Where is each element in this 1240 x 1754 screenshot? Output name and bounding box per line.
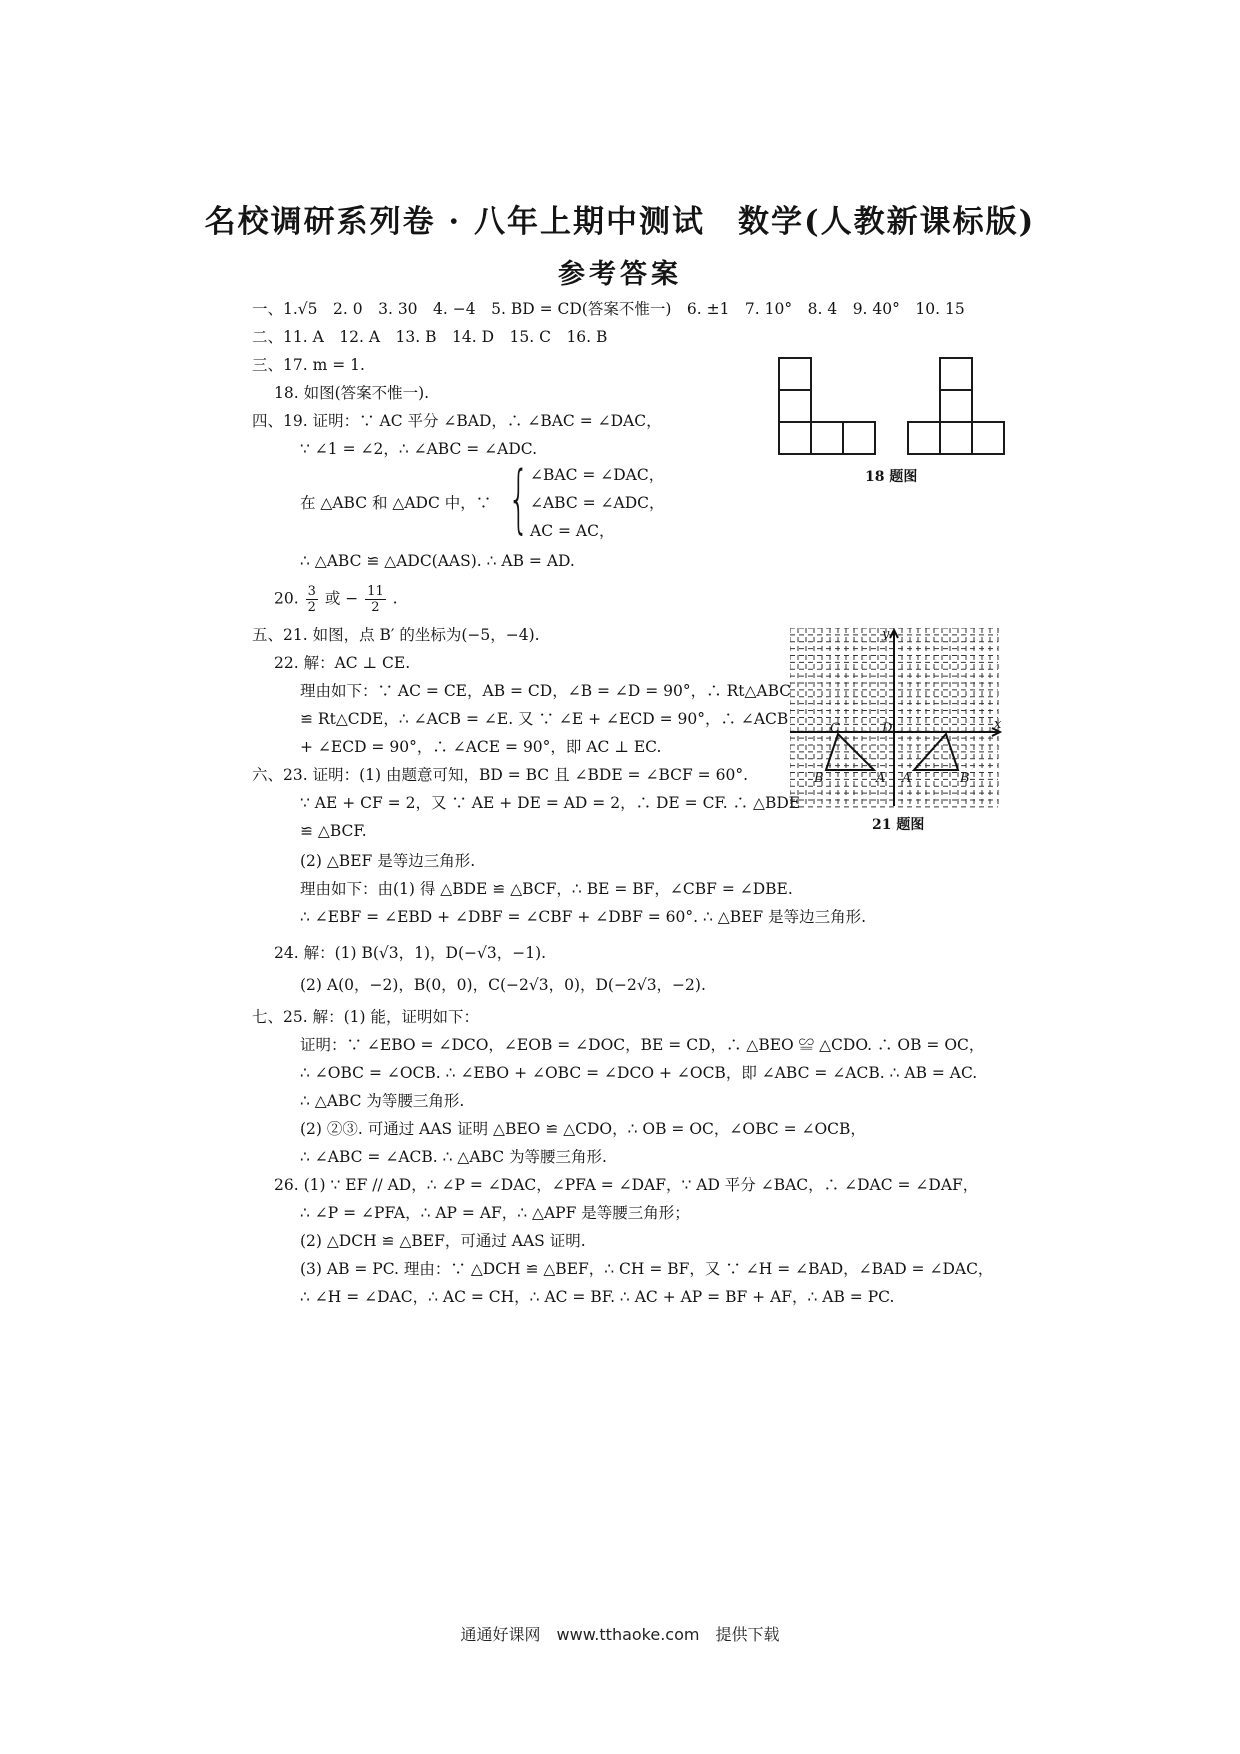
answer-q22-line2: 理由如下：∵ AC = CE，AB = CD，∠B = ∠D = 90°，∴ Rt△ABC: [300, 682, 792, 700]
point-b-label: B: [814, 771, 824, 786]
q20-fraction-1-num: 3: [307, 584, 316, 599]
answer-q26-line4: (3) AB = PC. 理由：∵ △DCH ≌ △BEF，∴ CH = BF，又 ∵ ∠H = ∠BAD，∠BAD = ∠DAC，: [300, 1260, 994, 1278]
document-subtitle: 参考答案: [558, 259, 682, 290]
answer-q26-line1: 26. (1) ∵ EF // AD，∴ ∠P = ∠DAC，∠PFA = ∠DAF，∵ AD 平分 ∠BAC，∴ ∠DAC = ∠DAF，: [274, 1176, 979, 1194]
q20-fraction-2: [365, 584, 386, 615]
q20-fraction-2-den: 2: [371, 600, 380, 615]
answer-q22-line1: 22. 解：AC ⊥ CE.: [274, 654, 411, 672]
answer-q25-line3: ∴ ∠OBC = ∠OCB. ∴ ∠EBO + ∠OBC = ∠DCO + ∠OCB，即 ∠ABC = ∠ACB. ∴ AB = AC.: [300, 1064, 978, 1082]
answer-q20: [274, 584, 398, 615]
answer-q19-line2: ∵ ∠1 = ∠2，∴ ∠ABC = ∠ADC.: [300, 440, 538, 458]
answer-section-2: 二、11. A 12. A 13. B 14. D 15. C 16. B: [252, 328, 608, 346]
answer-q19-line3: 在 △ABC 和 △ADC 中，∵: [300, 494, 492, 512]
download-footer: 通通好课网 www.tthaoke.com 提供下载: [460, 1625, 780, 1644]
figure-21-coordinate-grid: [790, 628, 1005, 808]
document-title: 名校调研系列卷 · 八年上期中测试 数学(人教新课标版): [204, 204, 1036, 240]
point-b-prime-label: B: [960, 771, 970, 786]
answer-q23-line3: ≌ △BCF.: [300, 822, 367, 840]
answer-q25-line5: (2) ②③. 可通过 AAS 证明 △BEO ≌ △CDO，∴ OB = OC，∠OBC = ∠OCB，: [300, 1120, 866, 1138]
answer-q19-line1: 四、19. 证明：∵ AC 平分 ∠BAD，∴ ∠BAC = ∠DAC，: [252, 412, 662, 430]
answer-q19-cond2: ∠ABC = ∠ADC，: [530, 494, 665, 512]
answer-q25-line1: 七、25. 解：(1) 能，证明如下：: [252, 1008, 479, 1026]
answer-q26-line3: (2) △DCH ≌ △BEF，可通过 AAS 证明.: [300, 1232, 586, 1250]
figure-18-views: [775, 354, 1015, 460]
answer-q26-line5: ∴ ∠H = ∠DAC，∴ AC = CH，∴ AC = BF. ∴ AC + AP = BF + AF，∴ AB = PC.: [300, 1288, 895, 1306]
q20-prefix: 20.: [274, 589, 299, 608]
answer-q25-line4: ∴ △ABC 为等腰三角形.: [300, 1092, 465, 1110]
q20-fraction-2-num: 11: [367, 584, 384, 599]
answer-q25-line6: ∴ ∠ABC = ∠ACB. ∴ △ABC 为等腰三角形.: [300, 1148, 607, 1166]
answer-q26-line2: ∴ ∠P = ∠PFA，∴ AP = AF，∴ △APF 是等腰三角形；: [300, 1204, 690, 1222]
answer-q21: 五、21. 如图，点 B′ 的坐标为(−5，−4).: [252, 626, 540, 644]
answer-q23-line6: ∴ ∠EBF = ∠EBD + ∠DBF = ∠CBF + ∠DBF = 60°. ∴ △BEF 是等边三角形.: [300, 908, 867, 926]
answer-q19-conclusion: ∴ △ABC ≌ △ADC(AAS). ∴ AB = AD.: [300, 552, 575, 570]
q20-or: 或 −: [324, 589, 359, 608]
answer-q24-line2: (2) A(0，−2)，B(0，0)，C(−2√3，0)，D(−2√3，−2).: [300, 976, 706, 994]
point-a-prime-label: A: [902, 771, 912, 786]
answer-q22-line4: + ∠ECD = 90°，∴ ∠ACE = 90°，即 AC ⊥ EC.: [300, 738, 662, 756]
point-a-label: A: [876, 771, 886, 786]
answer-q23-line1: 六、23. 证明：(1) 由题意可知，BD = BC 且 ∠BDE = ∠BCF = 60°.: [252, 766, 748, 784]
figure-18-caption: 18 题图: [865, 469, 918, 485]
point-d-label: D: [882, 721, 893, 736]
answer-section-1: 一、1.√5 2. 0 3. 30 4. −4 5. BD = CD(答案不惟一) 6. ±1 7. 10° 8. 4 9. 40° 10. 15: [252, 300, 965, 318]
answer-q22-line3: ≌ Rt△CDE，∴ ∠ACB = ∠E. 又 ∵ ∠E + ∠ECD = 90°，∴ ∠ACB: [300, 710, 789, 728]
answer-q19-cond1: ∠BAC = ∠DAC，: [530, 466, 665, 484]
axis-x-label: x: [994, 717, 1002, 732]
q20-suffix: .: [392, 589, 398, 608]
figure-21-caption: 21 题图: [872, 817, 925, 833]
answer-q23-line5: 理由如下：由(1) 得 △BDE ≌ △BCF，∴ BE = BF，∠CBF = ∠DBE.: [300, 880, 793, 898]
system-brace: {: [508, 456, 530, 542]
axis-y-label: y: [882, 628, 890, 642]
answer-q23-line4: (2) △BEF 是等边三角形.: [300, 852, 476, 870]
answer-q18: 18. 如图(答案不惟一).: [274, 384, 430, 402]
answer-q24-line1: 24. 解：(1) B(√3，1)，D(−√3，−1).: [274, 944, 547, 962]
answer-q23-line2: ∵ AE + CF = 2，又 ∵ AE + DE = AD = 2，∴ DE = CF. ∴ △BDE: [300, 794, 801, 812]
q20-fraction-1: [306, 584, 318, 615]
answer-q19-cond3: AC = AC，: [530, 522, 615, 540]
answer-q25-line2: 证明：∵ ∠EBO = ∠DCO，∠EOB = ∠DOC，BE = CD，∴ △BEO ≌ △CDO. ∴ OB = OC，: [300, 1036, 985, 1054]
q20-fraction-1-den: 2: [307, 600, 316, 615]
point-c-label: C: [830, 721, 840, 736]
answer-q17: 三、17. m = 1.: [252, 356, 365, 374]
